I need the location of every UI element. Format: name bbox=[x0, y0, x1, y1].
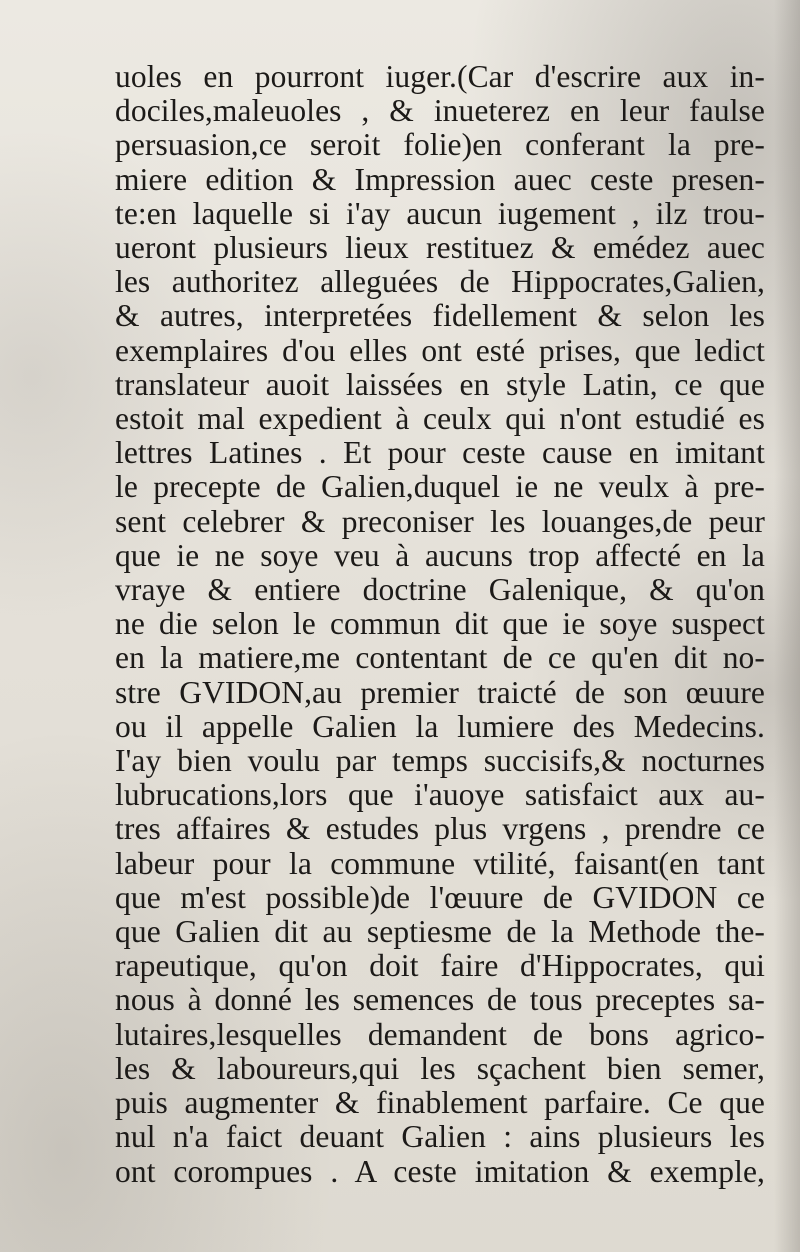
text-line-30: les & laboureurs,qui les sçachent bien semer, bbox=[115, 1050, 765, 1086]
text-line-20: ou il appelle Galien la lumiere des Medecins. bbox=[115, 708, 765, 744]
text-line-11: estoit mal expedient à ceulx qui n'ont estudié es bbox=[115, 401, 765, 437]
text-line-27: rapeutique, qu'on doit faire d'Hippocrates, qui bbox=[115, 948, 765, 984]
text-line-12: lettres Latines . Et pour ceste cause en imitant bbox=[115, 435, 765, 471]
text-line-15: que ie ne soye veu à aucuns trop affecté en la bbox=[115, 537, 765, 573]
text-line-7: les authoritez alleguées de Hippocrates,Galien, bbox=[115, 264, 765, 300]
text-line-1: uoles en pourront iuger.(Car d'escrire aux in- bbox=[115, 59, 765, 94]
text-line-18: en la matiere,me contentant de ce qu'en dit no- bbox=[115, 640, 765, 676]
text-line-6: ueront plusieurs lieux restituez & emédez auec bbox=[115, 230, 765, 266]
text-line-2: dociles,maleuoles , & inueterez en leur faulse bbox=[115, 93, 765, 129]
text-line-13: le precepte de Galien,duquel ie ne veulx à pre- bbox=[115, 469, 765, 505]
text-line-4: miere edition & Impression auec ceste presen- bbox=[115, 161, 765, 197]
text-line-29: lutaires,lesquelles demandent de bons agrico- bbox=[115, 1016, 765, 1052]
text-line-19: stre GVIDON,au premier traicté de son œuure bbox=[115, 674, 765, 710]
text-line-32: nul n'a faict deuant Galien : ains plusieurs les bbox=[115, 1119, 765, 1155]
text-line-21: I'ay bien voulu par temps succisifs,& nocturnes bbox=[115, 743, 765, 779]
text-line-25: que m'est possible)de l'œuure de GVIDON ce bbox=[115, 879, 765, 915]
text-line-3: persuasion,ce seroit folie)en conferant la pre- bbox=[115, 127, 765, 163]
text-line-14: sent celebrer & preconiser les louanges,de peur bbox=[115, 503, 765, 539]
text-line-33: ont corompues . A ceste imitation & exemple, bbox=[115, 1153, 765, 1189]
text-line-31: puis augmenter & finablement parfaire. Ce que bbox=[115, 1085, 765, 1121]
text-line-28: nous à donné les semences de tous preceptes sa- bbox=[115, 982, 765, 1018]
text-line-10: translateur auoit laissées en style Latin, ce que bbox=[115, 366, 765, 402]
text-line-23: tres affaires & estudes plus vrgens , prendre ce bbox=[115, 811, 765, 847]
text-line-22: lubrucations,lors que i'auoye satisfaict aux au- bbox=[115, 777, 765, 813]
body-text bbox=[115, 60, 765, 1189]
text-line-16: vraye & entiere doctrine Galenique, & qu'on bbox=[115, 572, 765, 608]
text-line-17: ne die selon le commun dit que ie soye suspect bbox=[115, 606, 765, 642]
text-line-9: exemplaires d'ou elles ont esté prises, que ledict bbox=[115, 332, 765, 368]
text-line-5: te:en laquelle si i'ay aucun iugement , ilz trou- bbox=[115, 195, 765, 231]
text-line-26: que Galien dit au septiesme de la Methode the- bbox=[115, 914, 765, 950]
text-line-8: & autres, interpretées fidellement & selon les bbox=[115, 298, 765, 334]
text-line-24: labeur pour la commune vtilité, faisant(en tant bbox=[115, 845, 765, 881]
